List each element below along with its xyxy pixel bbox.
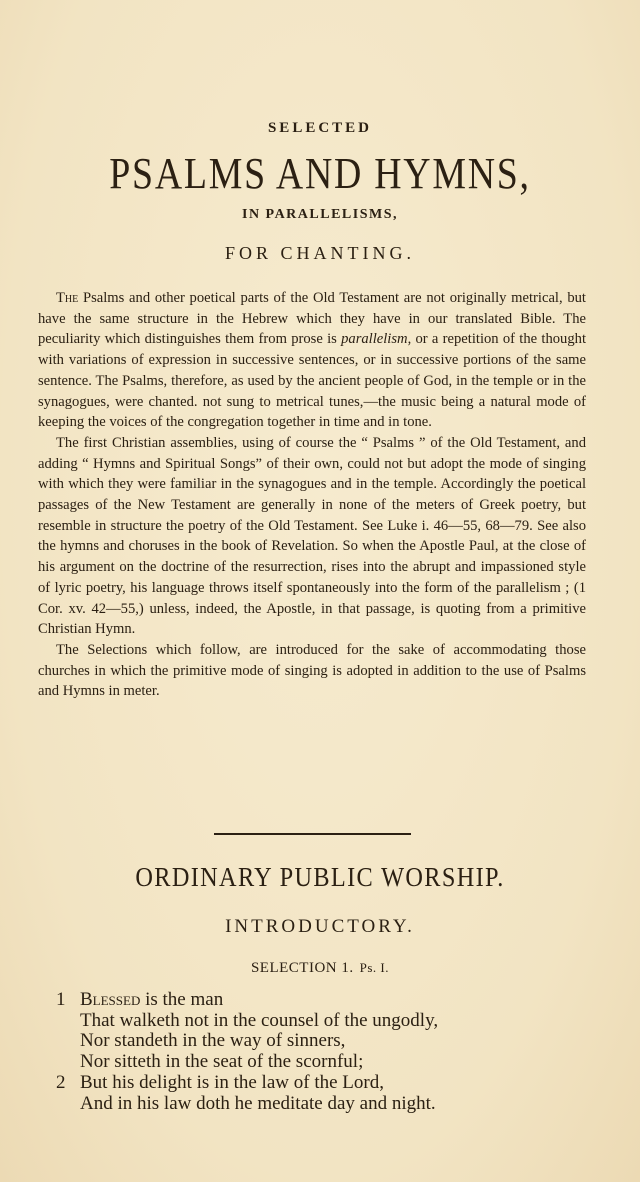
introduction — [38, 288, 586, 702]
verse-line — [56, 1094, 576, 1115]
verse-line — [56, 1011, 576, 1032]
verse-number: 1 — [56, 989, 66, 1010]
psalm-verses — [56, 990, 576, 1114]
intro-paragraph-2: The first Christian assemblies, using of course the “ Psalms ” of the Old Testament, and adding “ Hymns and Spiritual Songs” of their own, could not but adopt the mode of singing with which they were familiar in the synagogues and in the temple. Accordingly the poetical passages of the New Testament are generally in none of the meters of Greek poetry, but resemble in structure the poetry of the Old Testament. See Luke i. 46—55, 68—79. See also the hymns and choruses in the book of Revelation. So when the Apostle Paul, at the close of his argument on the doctrine of the resurrection, rises into the abrupt and impassioned style of lyric poetry, his language throws itself spontaneously into the form of the parallelism ; (1 Cor. xv. 42—55,) unless, indeed, the Apostle, in that passage, is quoting from a primitive Christian Hymn. — [38, 434, 586, 638]
section-divider — [214, 833, 411, 835]
section-title: ORDINARY PUBLIC WORSHIP. — [135, 862, 505, 892]
verse-line — [56, 990, 576, 1011]
verse-number: 2 — [56, 1071, 66, 1093]
selection-reference: Ps. I. — [359, 960, 390, 975]
verse-text: Nor standeth in the way of sinners, — [80, 1030, 346, 1052]
verse-lead-word: Blessed — [80, 989, 141, 1010]
intro-paragraph-3: The Selections which follow, are introduced for the sake of accommodating those churches in which the primitive mode of singing is adopted in addition to the use of Psalms and Hymns in meter. — [38, 641, 586, 700]
verse-line — [56, 1073, 576, 1094]
verse-text-rest: is the man — [140, 989, 224, 1010]
verse-text: But his delight is in the law of the Lord, — [80, 1071, 384, 1093]
verse-text: Nor sitteth in the seat of the scornful; — [80, 1051, 364, 1073]
title-kicker: SELECTED — [267, 120, 373, 136]
verse-text — [80, 990, 576, 1011]
verse-line — [56, 1031, 576, 1052]
selection-heading — [0, 960, 640, 977]
verse-text: And in his law doth he meditate day and night. — [80, 1092, 436, 1114]
verse-line — [56, 1052, 576, 1073]
intro-p1-text-a: Psalms and other poetical parts of the Old Testament are not originally metrical, but have the same structure in the Hebrew which they have in our translated Bible. The peculiarity which distinguishes them from prose is — [38, 290, 586, 348]
page-title: PSALMS AND HYMNS, — [109, 149, 531, 198]
section-subtitle: INTRODUCTORY. — [225, 916, 415, 937]
intro-p1-text-b: , or a repetition of the thought with variations of expression in successive sentences, or in successive portions of the same sentence. The Psalms, therefore, as used by the ancient people of God, in the temple or in the synagogues, were chanted. not sung to metrical tunes,—the music being a natural mode of keeping the voices of the congregation together in time and in tone. — [38, 331, 586, 431]
selection-label: SELECTION 1. — [250, 960, 354, 976]
intro-emphasis-parallelism: parallelism — [341, 331, 408, 348]
intro-paragraph-1 — [38, 288, 586, 433]
title-subtitle-parallelisms: IN PARALLELISMS, — [242, 207, 398, 222]
intro-lead-word: The — [56, 290, 79, 306]
verse-text: That walketh not in the counsel of the ungodly, — [80, 1009, 439, 1031]
title-subtitle-chanting: FOR CHANTING. — [224, 243, 415, 263]
